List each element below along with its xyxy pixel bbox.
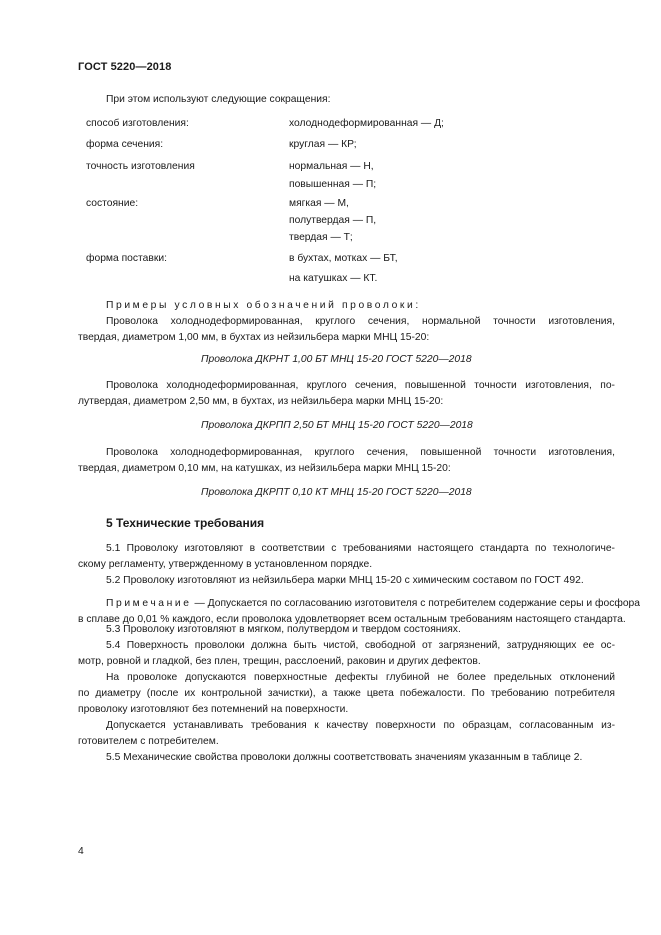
paragraph-5-4: [78, 638, 615, 670]
text-line: Проволока холоднодеформированная, круглого сечения, повышенной точности изготовления,: [106, 447, 615, 458]
designation-example: Проволока ДКРПТ 0,10 КТ МНЦ 15-20 ГОСТ 5220—2018: [201, 487, 472, 498]
text-line: Допускается устанавливать требования к качеству поверхности по образцам, согласованным из-: [106, 720, 615, 731]
text-line: 5.1 Проволоку изготовляют в соответствии с требованиями настоящего стандарта по технологиче-: [106, 543, 615, 554]
abbr-value: мягкая — М,: [289, 198, 349, 209]
designation-example: Проволока ДКРНТ 1,00 БТ МНЦ 15-20 ГОСТ 5220—2018: [201, 354, 472, 365]
example-paragraph: [78, 445, 615, 477]
abbr-label: форма сечения:: [86, 139, 164, 150]
intro-text: При этом используют следующие сокращения:: [106, 94, 331, 105]
abbr-value: полутвердая — П,: [289, 215, 377, 226]
text-line: мотр, ровной и гладкой, без плен, трещин, расслоений, раковин и других дефектов.: [78, 656, 481, 667]
abbr-value: повышенная — П;: [289, 179, 377, 190]
text-line: 5.5 Механические свойства проволоки должны соответствовать значениям указанным в таблице 2.: [106, 752, 583, 763]
paragraph-defects: [78, 670, 615, 718]
abbr-label: форма поставки:: [86, 253, 167, 264]
note-label: Примечание: [106, 598, 192, 609]
abbr-value: в бухтах, мотках — БТ,: [289, 253, 398, 264]
text-line: скому регламенту, утвержденному в установленном порядке.: [78, 559, 373, 570]
examples-heading: Примеры условных обозначений проволоки:: [106, 300, 421, 311]
standard-header: ГОСТ 5220—2018: [78, 61, 172, 73]
paragraph-5-2: [78, 573, 615, 589]
paragraph-5-5: [78, 750, 615, 766]
text-line: [78, 596, 641, 612]
note-text: — Допускается по согласованию изготовителя с потребителем содержание серы и фосфора: [191, 598, 641, 609]
paragraph-5-1: [78, 541, 615, 573]
text-line: лутвердая, диаметром 2,50 мм, в бухтах, из нейзильбера марки МНЦ 15-20:: [78, 396, 444, 407]
abbr-label: точность изготовления: [86, 161, 195, 172]
abbr-value: твердая — Т;: [289, 232, 353, 243]
text-line: твердая, диаметром 1,00 мм, в бухтах из нейзильбера марки МНЦ 15-20:: [78, 332, 430, 343]
text-line: На проволоке допускаются поверхностные дефекты глубиной не более предельных отклонений: [106, 672, 615, 683]
abbr-label: состояние:: [86, 198, 139, 209]
text-line: твердая, диаметром 0,10 мм, на катушках, из нейзильбера марки МНЦ 15-20:: [78, 463, 451, 474]
text-line: Проволока холоднодеформированная, круглого сечения, нормальной точности изготовления,: [106, 316, 615, 327]
text-line: по диаметру (после их контрольной зачистки), а также цвета побежалости. По требованию потребителя: [78, 688, 615, 699]
abbr-label: способ изготовления:: [86, 118, 189, 129]
section-title: 5 Технические требования: [106, 516, 265, 530]
abbr-value: холоднодеформированная — Д;: [289, 118, 444, 129]
text-line: проволоку изготовляют без потемнений на поверхности.: [78, 704, 349, 715]
designation-example: Проволока ДКРПП 2,50 БТ МНЦ 15-20 ГОСТ 5220—2018: [201, 420, 473, 431]
text-line: 5.2 Проволоку изготовляют из нейзильбера марки МНЦ 15-20 с химическим составом по ГОСТ 492.: [106, 575, 584, 586]
text-line: Проволока холоднодеформированная, круглого сечения, повышенной точности изготовления, по-: [106, 380, 615, 391]
text-line: в сплаве до 0,01 % каждого, если проволока удовлетворяет всем остальным требованиям настоящего стандарта.: [78, 614, 626, 625]
text-line: 5.4 Поверхность проволоки должна быть чистой, свободной от загрязнений, затрудняющих ее ос-: [106, 640, 615, 651]
abbr-value: нормальная — Н,: [289, 161, 374, 172]
text-line: 5.3 Проволоку изготовляют в мягком, полутвердом и твердом состояниях.: [106, 624, 461, 635]
abbr-value: круглая — КР;: [289, 139, 357, 150]
paragraph-samples: [78, 718, 615, 750]
page-number: 4: [78, 846, 84, 857]
abbr-value: на катушках — КТ.: [289, 273, 378, 284]
text-line: готовителем с потребителем.: [78, 736, 219, 747]
example-paragraph: [78, 378, 615, 410]
example-paragraph: [78, 314, 615, 346]
paragraph-5-3: [78, 622, 615, 638]
